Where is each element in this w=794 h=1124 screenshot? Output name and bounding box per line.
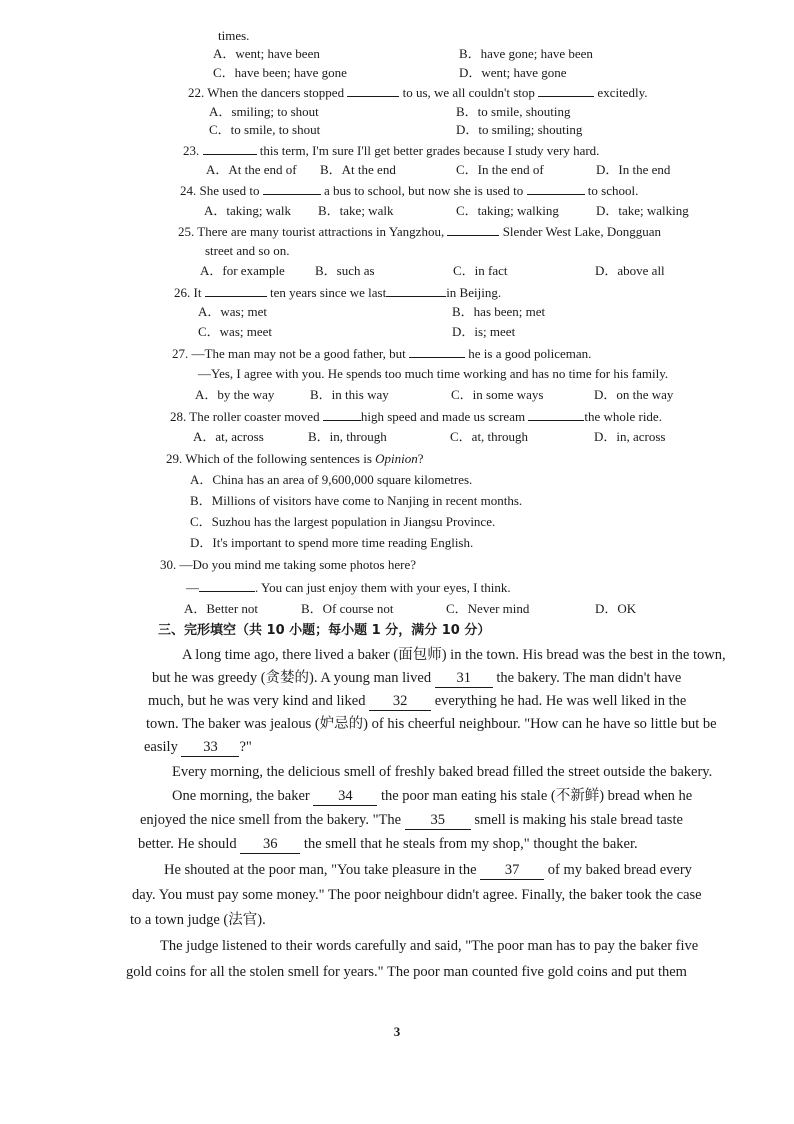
- q30-text-1: —Do you mind me taking some photos here?: [179, 557, 416, 572]
- passage-text: much, but he was very kind and liked: [148, 693, 366, 709]
- q24-blank-2: [527, 182, 585, 195]
- q24-option-c: C．taking; walking: [456, 203, 559, 218]
- q22-stem: [188, 84, 647, 101]
- q29-italic-word: Opinion: [375, 451, 418, 466]
- q22-blank-1: [347, 84, 399, 97]
- q26-text-1: It: [193, 285, 202, 300]
- q30-blank-1: [199, 579, 255, 592]
- q26-blank-1: [205, 284, 267, 297]
- q21-option-c: C．have been; have gone: [213, 65, 347, 80]
- q22-option-c: C．to smile, to shout: [209, 122, 321, 137]
- q25-text-2: Slender West Lake, Dongguan: [502, 224, 661, 239]
- passage-p1-line3: [148, 692, 686, 711]
- q25-option-b: B．such as: [315, 263, 375, 278]
- q22-text-2: to us, we all couldn't stop: [402, 85, 535, 100]
- blank-31: 31: [435, 669, 493, 688]
- passage-p3-line3: [138, 835, 638, 854]
- q28-option-c: C．at, through: [450, 429, 528, 444]
- q30-option-a: A．Better not: [184, 601, 259, 616]
- q28-text-2: high speed and made us scream: [360, 409, 526, 424]
- q21-option-d: D．went; have gone: [459, 65, 567, 80]
- q30-number: 30.: [160, 557, 177, 572]
- blank-36: 36: [240, 835, 300, 854]
- passage-text: One morning, the baker: [172, 788, 310, 804]
- q26-number: 26.: [174, 285, 191, 300]
- q26-option-b: B．has been; met: [452, 304, 546, 319]
- q24-blank-1: [263, 182, 321, 195]
- q21-option-a: A．went; have been: [213, 46, 320, 61]
- q22-option-d: D．to smiling; shouting: [456, 122, 583, 137]
- q23-option-d: D．In the end: [596, 162, 671, 177]
- q29-text-1: Which of the following sentences is: [185, 451, 372, 466]
- passage-text: of my baked bread every: [547, 862, 692, 878]
- q23-option-b: B．At the end: [320, 162, 396, 177]
- q28-stem: [170, 408, 662, 425]
- q27-text-1: —The man may not be a good father, but: [191, 346, 406, 361]
- passage-text: but he was greedy (贪婪的). A young man lived: [152, 670, 432, 686]
- passage-text: the smell that he steals from my shop," thought the baker.: [303, 836, 638, 852]
- q27-option-d: D．on the way: [594, 387, 674, 402]
- q25-stem: [178, 223, 661, 240]
- q26-stem: [174, 284, 501, 301]
- passage-text: better. He should: [138, 836, 237, 852]
- q30-text-2: . You can just enjoy them with your eyes, I think.: [255, 580, 511, 595]
- q25-number: 25.: [178, 224, 195, 239]
- q28-option-d: D．in, across: [594, 429, 666, 444]
- q23-stem: [183, 142, 599, 159]
- blank-37: 37: [480, 861, 544, 880]
- blank-33: 33: [181, 738, 239, 757]
- q27-number: 27.: [172, 346, 189, 361]
- q28-option-a: A．at, across: [193, 429, 264, 444]
- blank-32: 32: [369, 692, 431, 711]
- passage-text: He shouted at the poor man, "You take pleasure in the: [164, 862, 477, 878]
- section-3-heading: 三、完形填空（共 10 小题；每小题 1 分，满分 10 分）: [158, 623, 491, 638]
- q30-dash: —: [186, 580, 199, 595]
- q24-text-1: She used to: [199, 183, 260, 198]
- q23-option-a: A．At the end of: [206, 162, 297, 177]
- page-number: 3: [393, 1024, 401, 1039]
- q29-option-a: A．China has an area of 9,600,000 square kilometres.: [190, 472, 473, 487]
- q28-text-3: the whole ride.: [584, 409, 662, 424]
- q24-option-d: D．take; walking: [596, 203, 689, 218]
- q24-text-3: to school.: [587, 183, 639, 198]
- passage-p2-line1: Every morning, the delicious smell of freshly baked bread filled the street outside the bakery.: [172, 764, 713, 780]
- q26-option-d: D．is; meet: [452, 324, 516, 339]
- q23-number: 23.: [183, 143, 200, 158]
- q26-text-3: in Beijing.: [446, 285, 502, 300]
- blank-34: 34: [313, 787, 377, 806]
- passage-text: smell is making his stale bread taste: [474, 812, 683, 828]
- passage-p4-line3: to a town judge (法官).: [130, 912, 266, 928]
- q28-option-b: B．in, through: [308, 429, 387, 444]
- passage-text: the poor man eating his stale (不新鲜) bread when he: [380, 788, 693, 804]
- passage-text: ?": [239, 739, 252, 755]
- q24-number: 24.: [180, 183, 197, 198]
- q29-option-b: B．Millions of visitors have come to Nanjing in recent months.: [190, 493, 523, 508]
- q28-blank-1: [323, 408, 361, 421]
- q27-option-a: A．by the way: [195, 387, 275, 402]
- q26-text-2: ten years since we last: [269, 285, 387, 300]
- q30-option-b: B．Of course not: [301, 601, 394, 616]
- q22-option-a: A．smiling; to shout: [209, 104, 319, 119]
- passage-p5-line2: gold coins for all the stolen smell for years." The poor man counted five gold coins and put them: [126, 964, 687, 980]
- q30-stem-line-2: [186, 579, 511, 596]
- passage-p5-line1: The judge listened to their words carefully and said, "The poor man has to pay the baker five: [160, 938, 699, 954]
- q25-stem-line-2: street and so on.: [205, 243, 290, 258]
- q22-number: 22.: [188, 85, 205, 100]
- q26-option-c: C．was; meet: [198, 324, 273, 339]
- q21-option-b: B．have gone; have been: [459, 46, 593, 61]
- q25-text-1: There are many tourist attractions in Yangzhou,: [197, 224, 445, 239]
- q28-blank-2: [528, 408, 584, 421]
- q29-number: 29.: [166, 451, 183, 466]
- q22-text-3: excitedly.: [597, 85, 648, 100]
- q22-blank-2: [538, 84, 594, 97]
- q27-option-b: B．in this way: [310, 387, 389, 402]
- q24-text-2: a bus to school, but now she is used to: [323, 183, 524, 198]
- passage-p3-line2: [140, 811, 683, 830]
- q28-number: 28.: [170, 409, 187, 424]
- q27-stem-line-2: —Yes, I agree with you. He spends too much time working and has no time for his family.: [198, 366, 669, 381]
- q23-text-1: this term, I'm sure I'll get better grades because I study very hard.: [259, 143, 600, 158]
- q27-blank-1: [409, 345, 465, 358]
- q24-option-a: A．taking; walk: [204, 203, 292, 218]
- q25-option-c: C．in fact: [453, 263, 508, 278]
- q23-blank-1: [203, 142, 257, 155]
- q27-stem: [172, 345, 591, 362]
- q25-blank-1: [447, 223, 499, 236]
- passage-p1-line5: [144, 738, 252, 757]
- q27-text-2: he is a good policeman.: [468, 346, 592, 361]
- passage-p1-line1: A long time ago, there lived a baker (面包师) in the town. His bread was the best in the town,: [182, 647, 726, 663]
- passage-p1-line2: [152, 669, 681, 688]
- passage-text: everything he had. He was well liked in the: [434, 693, 687, 709]
- q23-option-c: C．In the end of: [456, 162, 544, 177]
- passage-p3-line1: [172, 787, 692, 806]
- q22-option-b: B．to smile, shouting: [456, 104, 571, 119]
- q22-text-1: When the dancers stopped: [207, 85, 345, 100]
- blank-35: 35: [405, 811, 471, 830]
- q24-stem: [180, 182, 638, 199]
- q29-option-c: C．Suzhou has the largest population in Jiangsu Province.: [190, 514, 496, 529]
- q25-option-a: A．for example: [200, 263, 285, 278]
- q30-stem: [160, 557, 416, 573]
- q28-text-1: The roller coaster moved: [189, 409, 320, 424]
- passage-text: easily: [144, 739, 178, 755]
- q29-stem: [166, 451, 424, 467]
- q26-option-a: A．was; met: [198, 304, 267, 319]
- q21-continuation: times.: [218, 28, 250, 43]
- passage-p4-line1: [164, 861, 692, 880]
- q29-text-2: ?: [417, 451, 424, 466]
- passage-p4-line2: day. You must pay some money." The poor neighbour didn't agree. Finally, the baker took the case: [132, 887, 702, 903]
- passage-p1-line4: town. The baker was jealous (妒忌的) of his cheerful neighbour. "How can he have so little but be: [146, 716, 717, 732]
- q27-option-c: C．in some ways: [451, 387, 544, 402]
- passage-text: enjoyed the nice smell from the bakery. "The: [140, 812, 402, 828]
- passage-text: the bakery. The man didn't have: [496, 670, 682, 686]
- q30-option-c: C．Never mind: [446, 601, 530, 616]
- q30-option-d: D．OK: [595, 601, 637, 616]
- q25-option-d: D．above all: [595, 263, 665, 278]
- q26-blank-2: [386, 284, 446, 297]
- q24-option-b: B．take; walk: [318, 203, 394, 218]
- q29-option-d: D．It's important to spend more time reading English.: [190, 535, 474, 550]
